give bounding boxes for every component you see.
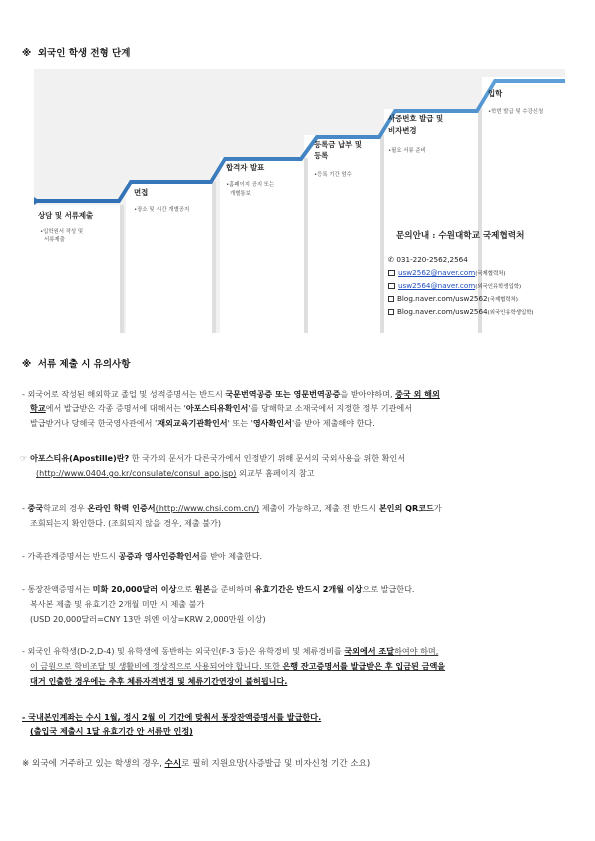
step-5-title-line2: 비자변경 [388,126,417,135]
apostille-link[interactable]: (http://www.0404.go.kr/consulate/consul_apo.jsp) [36,468,237,478]
step-6-title: 입학 [488,89,503,98]
contact-title: 문의안내 : 수원대학교 국제협력처 [396,231,525,241]
contact-blog-1-note: (국제협력처) [487,297,518,303]
text: ※ 외국에 거주하고 있는 학생의 경우, [22,759,165,769]
note-domestic-account-line2: (출입국 제출시 1달 유효기간 안 서류만 인정) [30,726,193,736]
text-bold-underline: 중국 외 해외 [395,389,440,399]
note-balance-line2: 복사본 제출 및 유효기간 2개월 미만 시 제출 불가 [30,599,205,609]
step-1-desc-line1: •입학원서 작성 및 [40,229,84,235]
text: '를 당해학교 소재국에서 지정한 정부 기관에서 [248,403,413,413]
section-title-text: 외국인 학생 전형 단계 [37,48,131,59]
text: 이 금원으로 학비조달 및 생활비에 정상적으로 사용되어야 합니다. 또한 [30,661,283,671]
text: '를 받아 제출해야 한다. [291,418,375,428]
admission-steps-diagram [34,69,565,333]
text: 을 준비하며 [210,584,255,594]
email-icon [388,270,395,276]
step-3-desc-line2: 개별통보 [230,191,251,197]
text: 학교의 경우 [43,503,88,513]
text: - 가족관계증명서는 반드시 [22,551,119,561]
note-overseas-applicants [22,758,370,771]
text-bold: 유효기간은 반드시 2개월 이상 [254,584,363,594]
contact-email-1 [388,268,505,279]
contact-phone [388,255,468,265]
contact-phone-number: 031-220-2562,2564 [396,255,468,264]
step-block-2 [126,182,216,333]
text: 로 필히 지원요망(사증발급 및 비자신청 기간 소요) [181,759,371,769]
note-funding-line2 [30,660,445,673]
chsi-link[interactable]: (http://www.chsi.com.cn/) [155,503,260,513]
note-funding-line1 [22,645,438,658]
note-family-certificate [22,550,262,563]
step-2-title: 면접 [134,188,149,197]
note-funding-line3: 대거 인출한 경우에는 추후 체류자격변경 및 체류기간연장이 불허됩니다. [30,676,288,686]
step-4-title-line2: 등록 [314,151,329,160]
text: 를 받아 제출한다. [199,551,263,561]
text-bold: 중국 [27,503,44,513]
contact-blog-2 [388,307,534,318]
note-translation-line3 [30,417,375,430]
pointing-hand-icon: ☞ [20,453,28,463]
text-bold: 재외교육기관확인서 [157,418,228,428]
note-apostille-line1 [20,452,405,465]
text-bold: 아포스티유(Apostille)란? [27,453,130,463]
contact-email-2 [388,281,521,292]
text: 으로 [176,584,195,594]
text-bold-underline: 학교 [30,403,46,413]
text: - [22,503,28,513]
section-title-text: 서류 제출 시 유의사항 [37,359,131,370]
email-icon [388,283,395,289]
step-3-desc-line1: •홈페이지 공지 또는 [226,182,275,188]
step-block-1 [34,205,124,333]
text: 으로 발급한다. [362,584,415,594]
contact-email-2-link[interactable]: usw2564@naver.com [398,281,476,290]
text-underline: 하여야 하며, [394,646,439,656]
text-bold: 국문번역공증 또는 영문번역공증 [225,389,341,399]
note-balance-line3: (USD 20,000달러=CNY 13만 위엔 이상=KRW 2,000만원 이상) [30,614,266,624]
text-bold: 온라인 학력 인증서 [87,503,156,513]
contact-email-1-note: (국제협력처) [475,271,506,277]
contact-blog-2-note: (외국인유학생입학) [487,310,534,316]
text: 외교부 홈페이지 참고 [236,468,315,478]
contact-blog-1 [388,294,518,305]
note-domestic-account-line1: - 국내본인계좌는 수시 1월, 정시 2월 이 기간에 맞춰서 통장잔액증명서를 발급한다. [22,712,322,722]
text-bold-underline: 수시 [164,759,182,769]
text: 을 받아야하며, [340,389,396,399]
contact-blog-2-link[interactable]: Blog.naver.com/usw2564 [397,307,488,316]
step-3-title: 합격자 발표 [226,163,265,172]
step-1-title: 상담 및 서류제출 [38,211,94,220]
reference-mark: ※ [22,48,32,59]
text: - 외국어로 작성된 해외학교 졸업 및 성적증명서는 반드시 [22,389,226,399]
text-bold: 은행 잔고증명서를 발급받은 후 입금된 금액을 [282,661,446,671]
text: ' 또는 ' [227,418,253,428]
contact-blog-1-link[interactable]: Blog.naver.com/usw2562 [397,294,488,303]
text: 제출이 가능하고, 제출 전 반드시 [259,503,379,513]
text: 한 국가의 문서가 다른국가에서 인정받기 위해 문서의 국외사용을 위한 확인서 [129,453,406,463]
text: - 통장잔액증명서는 [22,584,93,594]
step-1-desc-line2: 서류제출 [44,237,65,243]
note-balance-line1 [22,583,415,596]
section-title-admission-steps [22,45,130,59]
computer-icon [388,309,394,315]
text: 조회되는지 확인한다. (조회되지 않을 경우, 제출 불가) [30,518,222,528]
contact-email-1-link[interactable]: usw2562@naver.com [398,268,476,277]
phone-icon: ✆ [388,255,395,264]
step-2-desc-line1: •장소 및 시간 개별공지 [134,207,190,213]
step-4-title: 등록금 납부 및 [314,140,362,149]
note-apostille-line2 [36,467,315,480]
step-6-desc-line1: •학번 발급 및 수강신청 [488,109,544,115]
note-china-line1 [22,502,442,515]
text-bold-underline: 국외에서 조달 [344,646,395,656]
text: 발급받거나 당해국 한국영사관에서 ' [30,418,158,428]
contact-email-2-note: (외국인유학생입학) [475,284,522,290]
text-bold: 원본 [194,584,211,594]
text-bold: 영사확인서 [252,418,292,428]
section-title-document-notes [22,356,130,370]
text-bold: 공증과 영사인증확인서 [118,551,200,561]
reference-mark: ※ [22,359,32,370]
text: - 외국인 유학생(D-2,D-4) 및 유학생에 동반하는 외국인(F-3 등)은 유학경비 및 체류경비를 [22,646,345,656]
text-bold: 미화 20,000달러 이상 [92,584,177,594]
text: 가 [433,503,442,513]
computer-icon [388,296,394,302]
step-5-title: 사증번호 발급 및 [388,114,444,123]
text: 에서 발급받은 각종 증명서에 대해서는 ' [45,403,186,413]
step-4-desc-line1: •등록 기간 엄수 [314,172,352,178]
note-translation-line1 [22,388,440,401]
note-china-line2 [30,517,221,530]
step-5-desc-line1: •필요 서류 준비 [388,148,426,154]
note-translation-line2 [30,402,412,415]
text-bold: 본인의 QR코드 [378,503,434,513]
text-bold: 아포스티유확인서 [185,403,249,413]
